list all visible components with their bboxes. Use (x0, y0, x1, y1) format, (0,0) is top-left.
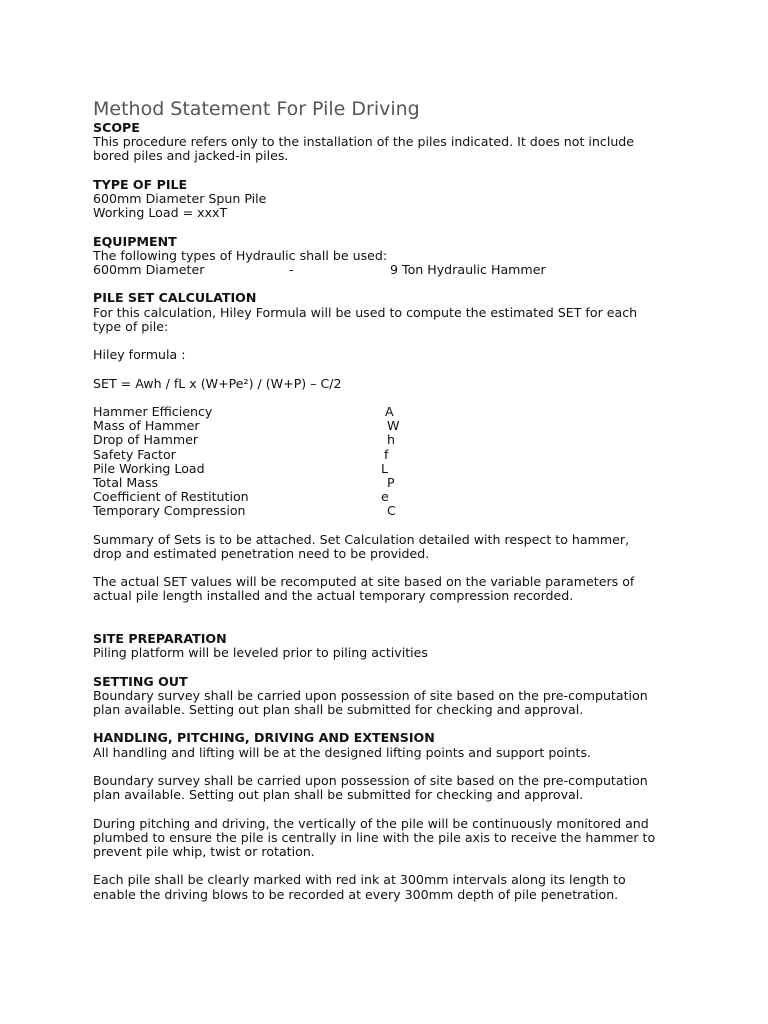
variable-symbol: f (384, 446, 389, 462)
variable-row (93, 448, 753, 462)
hiley-formula: SET = Awh / fL x (W+Pe²) / (W+P) – C/2 (93, 375, 342, 391)
variable-symbol: P (387, 474, 395, 490)
site-preparation-line: Piling platform will be leveled prior to piling activities (93, 645, 428, 661)
document-title: Method Statement For Pile Driving (93, 98, 420, 120)
variable-name: Total Mass (93, 474, 159, 490)
variable-name: Coefficient of Restitution (93, 489, 249, 505)
recompute-line: actual pile length installed and the actual temporary compression recorded. (93, 588, 574, 604)
type-of-pile-heading: TYPE OF PILE (93, 176, 188, 192)
handling-line: prevent pile whip, twist or rotation. (93, 844, 315, 859)
variable-name: Drop of Hammer (93, 432, 199, 448)
variable-symbol: e (381, 489, 389, 505)
variable-symbol: h (387, 432, 395, 448)
summary-line: drop and estimated penetration need to be provided. (93, 545, 430, 561)
pile-set-text-line: For this calculation, Hiley Formula will be used to compute the estimated SET for each (93, 304, 638, 320)
working-load-line: Working Load = xxxT (93, 205, 228, 221)
variable-row (93, 476, 753, 490)
handling-line: During pitching and driving, the vertically of the pile will be continuously monitored and (93, 815, 649, 831)
variable-symbol: W (387, 418, 400, 434)
variable-name: Mass of Hammer (93, 418, 200, 434)
scope-heading: SCOPE (93, 120, 140, 135)
handling-line: All handling and lifting will be at the designed lifting points and support points. (93, 744, 592, 760)
variable-name: Pile Working Load (93, 460, 205, 476)
variable-symbol: C (387, 503, 396, 519)
setting-out-line: plan available. Setting out plan shall be submitted for checking and approval. (93, 702, 584, 718)
handling-line: Boundary survey shall be carried upon possession of site based on the pre-computation (93, 773, 648, 788)
hiley-formula-label: Hiley formula : (93, 347, 186, 363)
variable-name: Temporary Compression (93, 503, 246, 519)
scope-text-line: bored piles and jacked-in piles. (93, 148, 289, 164)
equipment-row (93, 263, 753, 277)
summary-line: Summary of Sets is to be attached. Set Calculation detailed with respect to hammer, (93, 531, 630, 547)
variable-row (93, 490, 753, 504)
handling-heading: HANDLING, PITCHING, DRIVING AND EXTENSION (93, 730, 435, 746)
scope-text-line: This procedure refers only to the installation of the piles indicated. It does not include (93, 134, 635, 150)
pile-set-heading: PILE SET CALCULATION (93, 290, 257, 306)
variable-row (93, 405, 753, 419)
handling-line: plan available. Setting out plan shall be submitted for checking and approval. (93, 787, 584, 803)
document-page (93, 97, 753, 902)
equipment-dash: - (289, 262, 294, 277)
handling-line: Each pile shall be clearly marked with red ink at 300mm intervals along its length to (93, 872, 626, 888)
pile-set-text-line: type of pile: (93, 318, 169, 334)
setting-out-line: Boundary survey shall be carried upon possession of site based on the pre-computation (93, 687, 648, 703)
equipment-hammer: 9 Ton Hydraulic Hammer (390, 262, 546, 277)
equipment-heading: EQUIPMENT (93, 233, 177, 249)
variable-row (93, 504, 753, 518)
variable-symbol: L (381, 460, 389, 476)
handling-line: plumbed to ensure the pile is centrally in line with the pile axis to receive the hammer to (93, 829, 656, 845)
pile-type-line: 600mm Diameter Spun Pile (93, 191, 267, 206)
variable-row (93, 433, 753, 447)
equipment-size: 600mm Diameter (93, 262, 205, 277)
variable-row (93, 419, 753, 433)
site-preparation-heading: SITE PREPARATION (93, 631, 227, 647)
variable-row (93, 462, 753, 476)
equipment-intro: The following types of Hydraulic shall be used: (93, 247, 388, 263)
handling-line: enable the driving blows to be recorded at every 300mm depth of pile penetration. (93, 886, 619, 902)
variable-name: Hammer Efficiency (93, 403, 213, 419)
variable-name: Safety Factor (93, 446, 176, 462)
variable-symbol: A (385, 403, 394, 419)
setting-out-heading: SETTING OUT (93, 673, 188, 689)
recompute-line: The actual SET values will be recomputed at site based on the variable parameters of (93, 574, 635, 590)
